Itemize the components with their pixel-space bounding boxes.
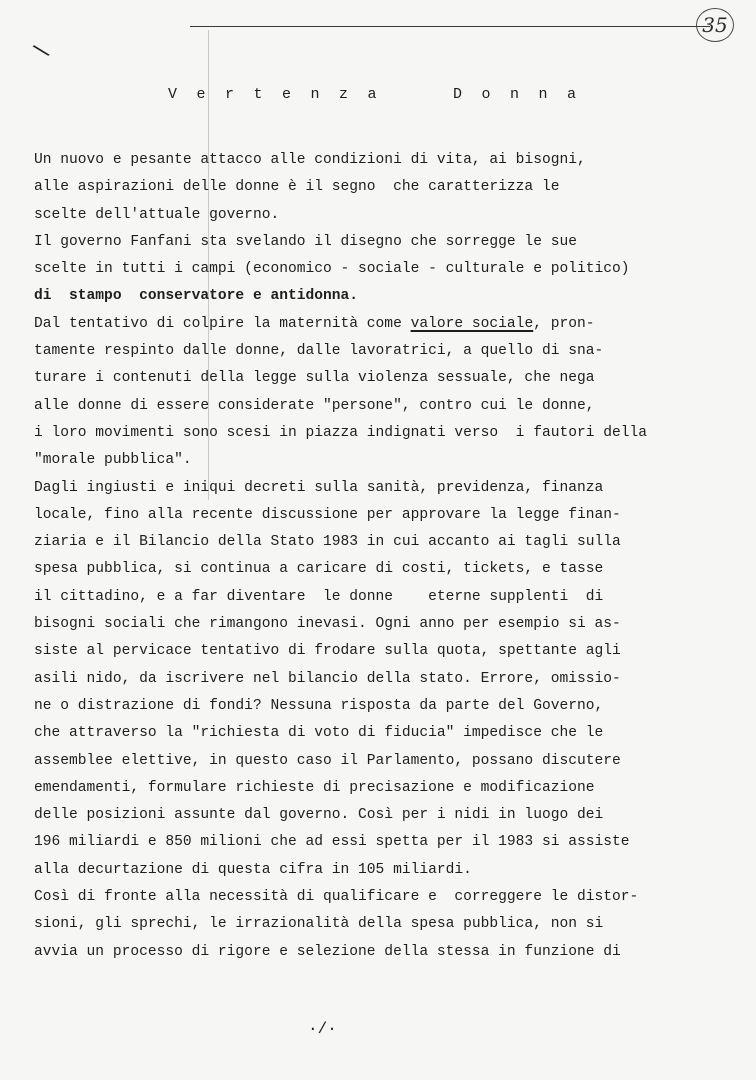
text-line: Dagli ingiusti e iniqui decreti sulla sanità, previdenza, finanza [34, 479, 604, 496]
text-line: spesa pubblica, si continua a caricare di costi, tickets, e tasse [34, 561, 604, 578]
text-line: ziaria e il Bilancio della Stato 1983 in cui accanto ai tagli sulla [34, 534, 621, 551]
text-line: "morale pubblica". [34, 452, 192, 469]
text-line: emendamenti, formulare richieste di precisazione e modificazione [34, 779, 595, 796]
text-line: Dal tentativo di colpire la maternità come valore sociale, pron- [34, 315, 595, 332]
text-line: alle donne di essere considerate "persone", contro cui le donne, [34, 397, 595, 414]
text-line: ne o distrazione di fondi? Nessuna risposta da parte del Governo, [34, 697, 604, 714]
text-line: assemblee elettive, in questo caso il Parlamento, possano discutere [34, 752, 621, 769]
text-line: Il governo Fanfani sta svelando il disegno che sorregge le sue [34, 233, 577, 250]
document-title: V e r t e n z a D o n n a [168, 86, 582, 103]
document-body [34, 147, 734, 966]
text-line: il cittadino, e a far diventare le donne eterne supplenti di [34, 588, 604, 605]
text-line: siste al pervicace tentativo di frodare sulla quota, spettante agli [34, 643, 621, 660]
text-line: scelte dell'attuale governo. [34, 206, 280, 223]
text-line: Così di fronte alla necessità di qualificare e correggere le distor- [34, 889, 639, 906]
text-line: i loro movimenti sono scesi in piazza indignati verso i fautori della [34, 424, 648, 441]
page-number-stamp: 35 [696, 8, 734, 42]
text-line: alle aspirazioni delle donne è il segno che caratterizza le [34, 179, 560, 196]
text-line: di stampo conservatore e antidonna. [34, 288, 359, 305]
continuation-mark: ·/· [308, 1020, 337, 1038]
text-line: turare i contenuti della legge sulla violenza sessuale, che nega [34, 370, 595, 387]
text-line: bisogni sociali che rimangono inevasi. Ogni anno per esempio si as- [34, 616, 621, 633]
text-line: delle posizioni assunte dal governo. Così per i nidi in luogo dei [34, 807, 604, 824]
text-line: scelte in tutti i campi (economico - sociale - culturale e politico) [34, 261, 630, 278]
text-line: locale, fino alla recente discussione per approvare la legge finan- [34, 506, 621, 523]
text-line: che attraverso la "richiesta di voto di fiducia" impedisce che le [34, 725, 604, 742]
text-line: avvia un processo di rigore e selezione della stessa in funzione di [34, 943, 621, 960]
text-line: tamente respinto dalle donne, dalle lavoratrici, a quello di sna- [34, 343, 604, 360]
text-line: asili nido, da iscrivere nel bilancio della stato. Errore, omissio- [34, 670, 621, 687]
underlined-phrase: valore sociale [410, 315, 534, 332]
text-line: 196 miliardi e 850 milioni che ad essi spetta per il 1983 si assiste [34, 834, 630, 851]
text-line: sioni, gli sprechi, le irrazionalità della spesa pubblica, non si [34, 916, 604, 933]
text-line: Un nuovo e pesante attacco alle condizioni di vita, ai bisogni, [34, 152, 586, 168]
top-rule [190, 26, 710, 27]
corner-mark: \ [30, 38, 55, 67]
text-line: alla decurtazione di questa cifra in 105 miliardi. [34, 861, 472, 878]
